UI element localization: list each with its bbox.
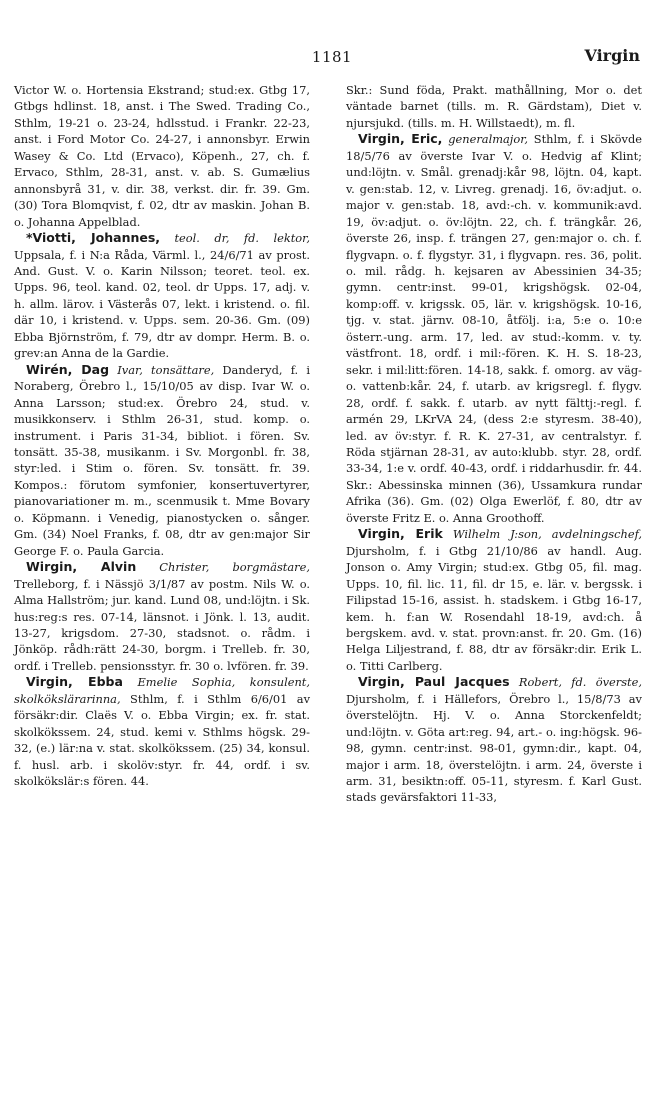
entry-text: Djursholm, f. i Hällefors, Örebro l., 15/8/73 av överstelöjtn. Hj. V. o. Anna Storckenfeldt; und:löjtn. v. Göta art:reg. 94, art.- o. ing:högsk. 96-98, gymn. centr:inst. 98-01, gymn:dir., kapt. 04, major i arm. 18, överstelöjtn. i arm. 24, överste i arm. 31, besiktn:off. 05-11, styresm. f. Karl Gust. stads gevärsfaktori 11-33, — [346, 691, 642, 805]
entry-text: Sthlm, f. i Skövde 18/5/76 av överste Ivar V. o. Hedvig af Klint; und:löjtn. v. Smål. grenadj:kår 98, löjtn. 04, kapt. v. gen:stab. 12, v. Livreg. grenadj. 16, öv:adjut. o. major v. gen:stab. 18, avd:-ch. v. kommunik:avd. 19, öv:adjut. o. öv:löjtn. 22, ch. f. trängkår. 26, överste 26, insp. f. trängen 27, gen:major o. ch. f. flygvapn. o. f. flygstyr. 31, i flygvapn. res. 36, polit. o. mil. rådg. h. kejsaren av Abessinien 34-35; gymn. centr:inst. 99-01, krigshögsk. 02-04, komp:off. v. krigssk. 05, lär. v. krigshögsk. 10-16, tjg. v. stat. järnv. 08-10, åtfölj. i:a, 5:e o. 10:e österr.-ung. arm. 17, led. av stud:-komm. v. ty. västfront. 18, ordf. i mil:-fören. K. H. S. 18-23, sekr. i mil:litt:fören. 14-18, sakk. f. omorg. av väg- o. vattenb:kår. 24, f. utarb. av krigsregl. f. flygv. 28, ordf. f. sakk. f. utarb. av nytt fälttj:-regl. f. armén 29, LKrVA 24, (dess 2:e styresm. 38-40), led. av öv:styr. f. R. K. 27-31, av centralstyr. f. Röda stjärnan 28-31, av auto:klubb. styr. 28, ordf. 33-34, 1:e v. ordf. 40-43, ordf. i riddarhusdir. fr. 44. Skr.: Abessinska minnen (36), Ussamkura rundar Afrika (36). Gm. (02) Olga Ewerlöf, f. 80, dtr av överste Fritz E. o. Anna Groothoff. — [346, 132, 642, 525]
entry-title: Robert, fd. överste, — [518, 675, 642, 690]
entry-text: Trelleborg, f. i Nässjö 3/1/87 av postm. Nils W. o. Alma Hallström; jur. kand. Lund 08, und:löjtn. i Sk. hus:reg:s res. 07-14, länsnot. i Jönk. l. 13, audit. 13-27, krigsdom. 27-30, stadsnot. o. rådm. i Jönköp. rådh:rätt 24-30, borgm. i Trelleb. fr. 30, ordf. i Trelleb. pensionsstyr. fr. 30 o. lvfören. fr. 39. — [14, 576, 310, 673]
right-column — [346, 82, 642, 806]
running-head: Virgin — [584, 46, 640, 65]
entry-head: Virgin, Eric, — [358, 131, 443, 147]
entry-text: Danderyd, f. i Noraberg, Örebro l., 15/10/05 av disp. Ivar W. o. Anna Larsson; stud:ex. Örebro 24, stud. v. musikkonserv. i Sthlm 26-31, stud. komp. o. instrument. i Paris 31-34, bibliot. i fören. Sv. tonsätt. 35-38, musikanm. i Sv. Morgonbl. fr. 38, styr:led. i Stim o. fören. Sv. tonsätt. fr. 39. Kompos.: förutom symfonier, konsertuvertyrer, pianovariationer m. m., scenmusik t. Mme Bovary o. Köpmann. i Venedig, pianostycken o. sånger. Gm. (34) Noel Franks, f. 08, dtr av gen:major Sir George F. o. Paula Garcia. — [14, 362, 310, 558]
entry-virgin-paul — [346, 674, 642, 806]
entry-continuation-left — [14, 82, 310, 230]
entry-text: Victor W. o. Hortensia Ekstrand; stud:ex. Gtbg 17, Gtbgs hdlinst. 18, anst. i The Swed. Trading Co., Sthlm, 19-21 o. 23-24, hdlsstud. i Frankr. 22-23, anst. i Ford Motor Co. 24-27, i annonsbyr. Erwin Wasey & Co. Ltd (Ervaco), Köpenh., 27, ch. f. Ervaco, Sthlm, 28-31, anst. v. ab. S. Gumælius annonsbyrå 31, v. dir. 38, verkst. dir. fr. 39. Gm. (30) Tora Blomqvist, f. 02, dtr av maskin. Johan B. o. Johanna Appelblad. — [14, 83, 310, 229]
entry-text: Uppsala, f. i N:a Råda, Värml. l., 24/6/71 av prost. And. Gust. V. o. Karin Nilsson; teoret. teol. ex. Upps. 96, teol. kand. 02, teol. dr Upps. 17, adj. v. h. allm. lärov. i Västerås 07, lekt. i kristend. o. fil. där 10, i kristend. v. Upps. sem. 20-36. Gm. (09) Ebba Björnström, f. 79, dtr av dompr. Herm. B. o. grev:an Anna de la Gardie. — [14, 247, 310, 361]
entry-wirgin-alvin — [14, 559, 310, 674]
entry-title: Ivar, tonsättare, — [117, 362, 215, 377]
entry-title: Wilhelm J:son, avdelningschef, — [452, 527, 643, 542]
entry-head: Virgin, Ebba — [26, 674, 123, 690]
entry-title: generalmajor, — [448, 132, 529, 147]
left-column — [14, 82, 310, 789]
entry-head: Virgin, Paul Jacques — [358, 674, 510, 690]
entry-text: Sthlm, f. i Sthlm 6/6/01 av försäkr:dir. Claës V. o. Ebba Virgin; ex. fr. stat. skolkökssem. 24, stud. kemi v. Sthlms högsk. 29-32, (e.) lär:na v. stat. skolkökssem. (25) 34, konsul. f. husl. arb. i skolöv:styr. fr. 44, ordf. i sv. skolkökslär:s fören. 44. — [14, 691, 310, 789]
entry-virgin-erik — [346, 526, 642, 674]
entry-wiren — [14, 362, 310, 559]
entry-title: Emelie Sophia, konsulent, skolkökslärarinna, — [14, 675, 310, 706]
entry-title: teol. dr, fd. lektor, — [174, 231, 310, 246]
entry-virgin-ebba — [14, 674, 310, 789]
entry-text: Skr.: Sund föda, Prakt. mathållning, Mor o. det väntade barnet (tills. m. R. Gärdstam), Diet v. njursjukd. (tills. m. H. Willstaedt), m. fl. — [346, 83, 642, 130]
entry-title: Christer, borgmästare, — [159, 560, 310, 575]
entry-head: *Viotti, Johannes, — [26, 230, 161, 246]
entry-head: Wirén, Dag — [26, 361, 110, 377]
entry-head: Wirgin, Alvin — [26, 559, 137, 575]
entry-viotti — [14, 230, 310, 362]
entry-text: Djursholm, f. i Gtbg 21/10/86 av handl. Aug. Jonson o. Amy Virgin; stud:ex. Gtbg 05, fil. mag. Upps. 10, fil. lic. 11, fil. dr 15, e. lär. v. bergssk. i Filipstad 15-16, assist. h. stadskem. i Gtbg 16-17, kem. h. f:an W. Rosendahl 18-19, avd:ch. å bergskem. avd. v. stat. provn:anst. fr. 20. Gm. (16) Helga Liljestrand, f. 88, dtr av försäkr:dir. Erik L. o. Titti Carlberg. — [346, 543, 642, 673]
entry-head: Virgin, Erik — [358, 526, 443, 542]
page-number: 1181 — [311, 48, 353, 66]
entry-virgin-eric — [346, 131, 642, 526]
entry-continuation-right — [346, 82, 642, 131]
